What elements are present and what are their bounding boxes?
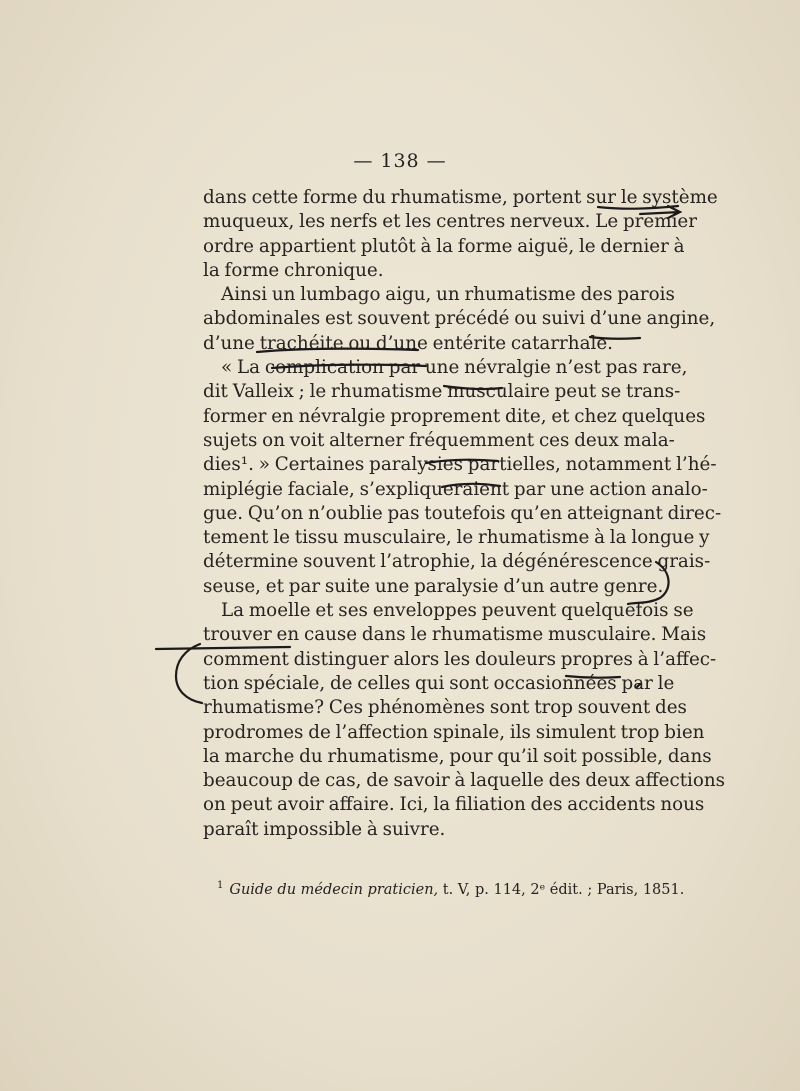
footnote-marker: 1 xyxy=(217,880,224,891)
footnote xyxy=(217,876,685,900)
pen-bracket-left xyxy=(176,644,202,703)
text-line: tion spéciale, de celles qui sont occasionnées par le xyxy=(203,672,675,694)
text-line: dit Valleix ; le rhumatisme musculaire peut se trans- xyxy=(203,381,681,403)
page-number: — 138 — xyxy=(353,150,447,172)
text-line: seuse, et par suite une paralysie d’un autre genre. xyxy=(203,575,664,597)
text-line: on peut avoir affaire. Ici, la filiation des accidents nous xyxy=(203,794,705,816)
text-line: sujets on voit alterner fréquemment ces deux mala- xyxy=(203,429,675,451)
text-line: tement le tissu musculaire, le rhumatisme à la longue y xyxy=(203,527,710,549)
footnote-title: Guide du médecin praticien, xyxy=(229,881,439,898)
text-line: la forme chronique. xyxy=(203,259,384,281)
text-line: d’une trachéite ou d’une entérite catarrhale. xyxy=(203,332,613,354)
text-line: Ainsi un lumbago aigu, un rhumatisme des parois xyxy=(221,284,675,306)
text-line: paraît impossible à suivre. xyxy=(203,818,446,840)
text-line: beaucoup de cas, de savoir à laquelle des deux affections xyxy=(203,770,726,792)
text-line: prodromes de l’affection spinale, ils simulent trop bien xyxy=(203,721,705,743)
text-line: comment distinguer alors les douleurs propres à l’affec- xyxy=(203,648,717,670)
text-line: miplégie faciale, s’expliqueraient par une action analo- xyxy=(203,478,708,500)
text-line: « La complication par une névralgie n’est pas rare, xyxy=(221,357,688,379)
footnote-reference: t. V, p. 114, 2ᵉ édit. ; Paris, 1851. xyxy=(442,881,685,898)
body-text xyxy=(203,186,726,842)
text-line: former en névralgie proprement dite, et chez quelques xyxy=(203,405,706,427)
text-line: la marche du rhumatisme, pour qu’il soit possible, dans xyxy=(203,745,712,767)
text-line: La moelle et ses enveloppes peuvent quelquefois se xyxy=(221,600,694,622)
text-line: muqueux, les nerfs et les centres nerveux. Le premier xyxy=(203,211,697,233)
text-line: abdominales est souvent précédé ou suivi d’une angine, xyxy=(203,308,716,330)
text-line: détermine souvent l’atrophie, la dégénérescence grais- xyxy=(203,551,711,573)
text-line: dans cette forme du rhumatisme, portent sur le système xyxy=(203,187,718,208)
text-line: ordre appartient plutôt à la forme aiguë, le dernier à xyxy=(203,235,685,257)
text-line: dies¹. » Certaines paralysies partielles, notamment l’hé- xyxy=(203,454,717,476)
text-line: trouver en cause dans le rhumatisme musculaire. Mais xyxy=(203,624,707,646)
text-line: rhumatisme? Ces phénomènes sont trop souvent des xyxy=(203,697,687,719)
text-line: gue. Qu’on n’oublie pas toutefois qu’en atteignant direc- xyxy=(203,502,722,524)
